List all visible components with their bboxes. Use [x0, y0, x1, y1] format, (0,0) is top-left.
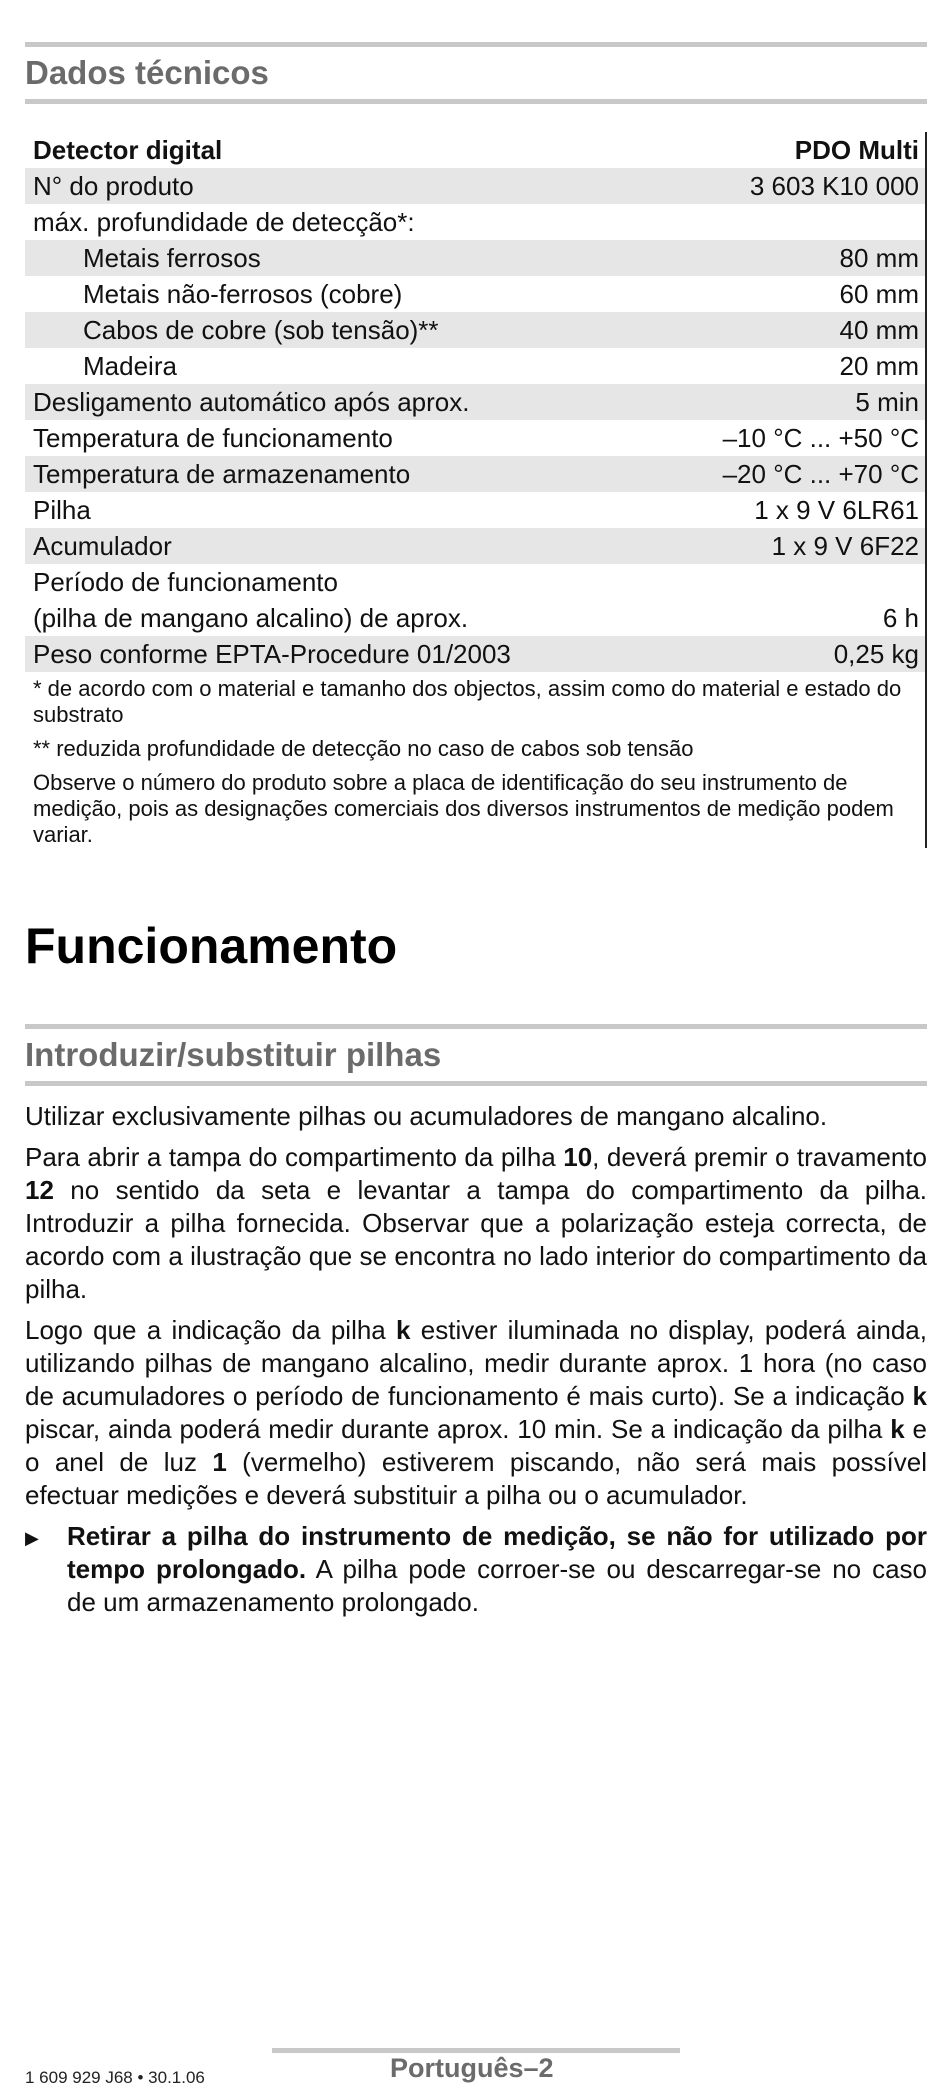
battery-heading: [25, 1024, 927, 1086]
footnote: * de acordo com o material e tamanho dos objectos, assim como do material e estado do substrato: [33, 676, 902, 727]
text-run: (vermelho) estiverem piscando, não será mais possível efectuar medições e deverá substituir a pilha ou o acumulador.: [25, 1447, 927, 1510]
main-title: Funcionamento: [25, 918, 398, 974]
footer-language: Português–2: [390, 2053, 554, 2083]
text-run: estiver iluminada no display, poderá ainda, utilizando pilhas de mangano alcalino, medir durante aprox. 1 hora (no caso de acumuladores o período de funcionamento é mais curto). Se a indicação: [25, 1315, 927, 1411]
ref-letter: k: [890, 1414, 905, 1444]
spec-label: Metais não-ferrosos (cobre): [83, 279, 403, 309]
text-run: e o anel de luz: [25, 1414, 927, 1477]
spec-label: Temperatura de armazenamento: [25, 456, 656, 492]
bullet-bold: Retirar a pilha do instrumento de medição, se não for utilizado por tempo prolongado.: [67, 1521, 927, 1584]
bullet-triangle-icon: ▶: [25, 1528, 39, 1548]
spec-value: 20 mm: [839, 351, 919, 381]
tech-data-heading: [25, 42, 927, 104]
spec-label: N° do produto: [25, 168, 656, 204]
spec-value: 0,25 kg: [656, 636, 927, 672]
page-footer: [25, 2030, 927, 2087]
spec-row: [25, 420, 927, 456]
paragraph: [25, 1314, 927, 1512]
spec-label: Temperatura de funcionamento: [33, 423, 393, 453]
spec-label: Metais ferrosos: [25, 240, 656, 276]
text-run: no sentido da seta e levantar a tampa do compartimento da pilha. Introduzir a pilha fornecida. Observar que a polarização esteja correcta, de acordo com a ilustração que se encontra no lado interior do compartimento da pilha.: [25, 1175, 927, 1304]
paragraph: Utilizar exclusivamente pilhas ou acumuladores de mangano alcalino.: [25, 1101, 828, 1131]
footnote: Observe o número do produto sobre a placa de identificação do seu instrumento de medição, pois as designações comerciais dos diversos instrumentos de medição podem variar.: [33, 770, 894, 847]
spec-row: [25, 204, 927, 240]
spec-value: 6 h: [882, 603, 919, 633]
spec-value: 80 mm: [656, 240, 927, 276]
spec-row: [25, 384, 927, 420]
text-run: Para abrir a tampa do compartimento da pilha: [25, 1142, 564, 1172]
spec-label: Acumulador: [25, 528, 656, 564]
ref-number: 10: [563, 1142, 593, 1172]
spec-label: Cabos de cobre (sob tensão)**: [25, 312, 656, 348]
spec-row: [25, 348, 927, 384]
spec-table: [25, 132, 927, 672]
spec-label: Desligamento automático após aprox.: [25, 384, 656, 420]
ref-letter: k: [912, 1381, 927, 1411]
text-run: , deverá premir o travamento: [592, 1142, 927, 1172]
spec-label: máx. profundidade de detecção*:: [33, 207, 415, 237]
page: [25, 0, 927, 1619]
spec-row: [25, 276, 927, 312]
spec-label: Peso conforme EPTA-Procedure 01/2003: [25, 636, 656, 672]
footer-code: 1 609 929 J68 • 30.1.06: [25, 2068, 205, 2087]
bullet-rest: A pilha pode corroer-se ou descarregar-se no caso de um armazenamento prolongado.: [67, 1554, 927, 1617]
spec-row-runtime: [25, 564, 927, 636]
text-run: piscar, ainda poderá medir durante aprox. 10 min. Se a indicação da pilha: [25, 1414, 891, 1444]
spec-value: 5 min: [656, 384, 927, 420]
battery-title: Introduzir/substituir pilhas: [25, 1036, 442, 1073]
spec-label: Madeira: [83, 351, 177, 381]
footnote: ** reduzida profundidade de detecção no caso de cabos sob tensão: [33, 736, 694, 761]
spec-row: [25, 168, 927, 204]
spec-row: [25, 528, 927, 564]
spec-table-wrap: [25, 132, 927, 848]
spec-value: 1 x 9 V 6F22: [656, 528, 927, 564]
runtime-line-1: Período de funcionamento: [33, 567, 338, 597]
paragraph: [25, 1141, 927, 1306]
ref-number: 1: [212, 1447, 227, 1477]
spec-header-label: Detector digital: [33, 135, 223, 165]
bullet-text: [67, 1520, 927, 1619]
spec-row: [25, 240, 927, 276]
tech-data-title: Dados técnicos: [25, 54, 269, 91]
spec-value: 1 x 9 V 6LR61: [754, 495, 919, 525]
spec-value: 40 mm: [656, 312, 927, 348]
spec-header-row: [25, 132, 927, 168]
spec-label: Pilha: [33, 495, 91, 525]
spec-row: [25, 312, 927, 348]
spec-header-value: PDO Multi: [794, 135, 919, 165]
spec-label: [25, 564, 656, 636]
ref-letter: k: [396, 1315, 411, 1345]
bullet-item: [25, 1520, 927, 1619]
text-run: Logo que a indicação da pilha: [25, 1315, 397, 1345]
spec-value: –20 °C ... +70 °C: [656, 456, 927, 492]
spec-value: [656, 204, 927, 240]
spec-value: 3 603 K10 000: [656, 168, 927, 204]
footnotes: [25, 672, 927, 848]
spec-row-weight: [25, 636, 927, 672]
spec-value: –10 °C ... +50 °C: [722, 423, 919, 453]
spec-row: [25, 492, 927, 528]
spec-row: [25, 456, 927, 492]
spec-value: 60 mm: [839, 279, 919, 309]
ref-number: 12: [25, 1175, 54, 1205]
battery-body: [25, 1100, 927, 1512]
runtime-line-2: (pilha de mangano alcalino) de aprox.: [33, 603, 469, 633]
